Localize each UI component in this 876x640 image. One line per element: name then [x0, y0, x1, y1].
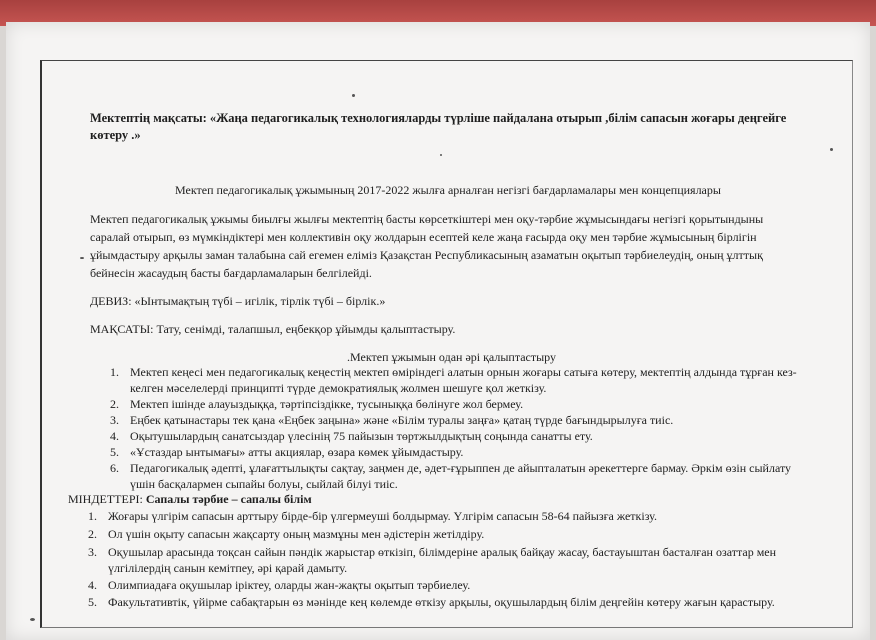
- list-number: 2.: [88, 527, 97, 541]
- list-item: Оқытушылардың санатсыздар үлесінің 75 пайызын төртжылдықтың соңында санатты ету.: [130, 429, 593, 443]
- list-item: Мектеп кеңесі мен педагогикалық кеңестің мектеп өміріндегі алатын орнын жоғары сатыға көтеру, мектептің алдында тұрған кез-: [130, 365, 797, 379]
- list-number: 2.: [110, 397, 119, 411]
- motto: ДЕВИЗ: «Ынтымақтың түбі – игілік, тірлік түбі – бірлік.»: [90, 294, 386, 308]
- list-item: үлгілілердің санын кемітпеу, әрі қарай дамыту.: [108, 561, 348, 575]
- list-number: 1.: [88, 509, 97, 523]
- list-item: Мектеп ішінде алауыздыққа, тәртіпсіздікке, тусыныққа бөлінуге жол бермеу.: [130, 397, 524, 411]
- list-number: 5.: [110, 445, 119, 459]
- school-goal-line1: [90, 110, 786, 126]
- list-number: 4.: [110, 429, 119, 443]
- work-heading: .Мектеп ұжымын одан әрі қалыптастыру: [347, 350, 557, 364]
- intro-line: Мектеп педагогикалық ұжымы биылғы жылғы мектептің басты көрсеткіштері мен оқу-тәрбие жұмысындағы негізгі қорытындыны: [90, 212, 764, 226]
- scan-speck: [80, 257, 84, 259]
- scan-speck: [440, 154, 442, 156]
- tasks-subtitle: Сапалы тәрбие – сапалы білім: [145, 492, 312, 506]
- list-number: 5.: [88, 595, 97, 609]
- intro-line: ұйымдастыру арқылы заман талабына сай егемен еліміз Қазақстан Республикасының азаматын оқытып тәрбиелеудің, оның ұлттық: [90, 248, 763, 262]
- list-number: 3.: [110, 413, 119, 427]
- scan-speck: [30, 618, 35, 621]
- list-item: Педагогикалық әдепті, ұлағаттылықты сақтау, заңмен де, әдет-ғұрыппен де айыпталатын әрекеттерге бармау. Әркім өзін сыйлату: [130, 461, 792, 475]
- tasks-heading: [68, 491, 312, 507]
- scan-speck: [830, 148, 833, 151]
- aim: МАҚСАТЫ: Тату, сенімді, талапшыл, еңбекқор ұйымды қалыптастыру.: [90, 322, 456, 336]
- intro-line: бейнесін жасаудың басты бағдарламаларын белгілейді.: [90, 266, 372, 280]
- list-number: 3.: [88, 545, 97, 559]
- list-number: 1.: [110, 365, 119, 379]
- list-item: Еңбек қатынастары тек қана «Еңбек заңына» және «Білім туралы заңға» қатаң түрде бағындырылуға тиіс.: [130, 413, 674, 427]
- program-heading: Мектеп педагогикалық ұжымының 2017-2022 жылға арналған негізгі бағдарламалары мен концепциялары: [175, 183, 721, 197]
- list-item: Факультативтік, үйірме сабақтарын өз мәнінде кең көлемде өткізу арқылы, оқушылардың білім деңгейін көтеру жағын қарастыру.: [108, 595, 775, 609]
- list-item: Жоғары үлгірім сапасын арттыру бірде-бір үлгермеуші болдырмау. Үлгірім сапасын 58-64 пайызға жеткізу.: [108, 509, 657, 523]
- goal-label: Мектептің мақсаты:: [90, 111, 207, 125]
- list-number: 4.: [88, 578, 97, 592]
- document-frame: [40, 60, 853, 628]
- list-item: үшін басқалармен сыпайы болуы, сыйлай білуі тиіс.: [130, 477, 398, 491]
- list-item: «Ұстаздар ынтымағы» атты акциялар, өзара көмек ұйымдастыру.: [130, 445, 464, 459]
- goal-text: «Жаңа педагогикалық технологияларды түрліше пайдалана отырып ,білім сапасын жоғары деңгейге: [209, 111, 787, 125]
- scan-speck: [352, 94, 355, 97]
- list-item: Оқушылар арасында тоқсан сайын пәндік жарыстар өткізіп, білімдеріне аралық байқау жасау, бастауыштан басталған озаттар мен: [108, 545, 777, 559]
- school-goal-line2: көтеру .»: [90, 128, 141, 142]
- list-item: Олимпиадаға оқушылар іріктеу, оларды жан-жақты оқытып тәрбиелеу.: [108, 578, 471, 592]
- tasks-label: МІНДЕТТЕРІ:: [68, 492, 143, 506]
- list-item: Ол үшін оқыту сапасын жақсарту оның мазмұны мен әдістерін жетілдіру.: [108, 527, 485, 541]
- list-item: келген мәселелерді принципті түрде демократиялық жолмен шешуге қол жеткізу.: [130, 381, 547, 395]
- list-number: 6.: [110, 461, 119, 475]
- intro-line: саралай отырып, өз мүмкіндіктері мен коллективін оқу жолдарын есептей келе жаңа ғасырда оқу мен тәрбие жұмысының бірлігін: [90, 230, 757, 244]
